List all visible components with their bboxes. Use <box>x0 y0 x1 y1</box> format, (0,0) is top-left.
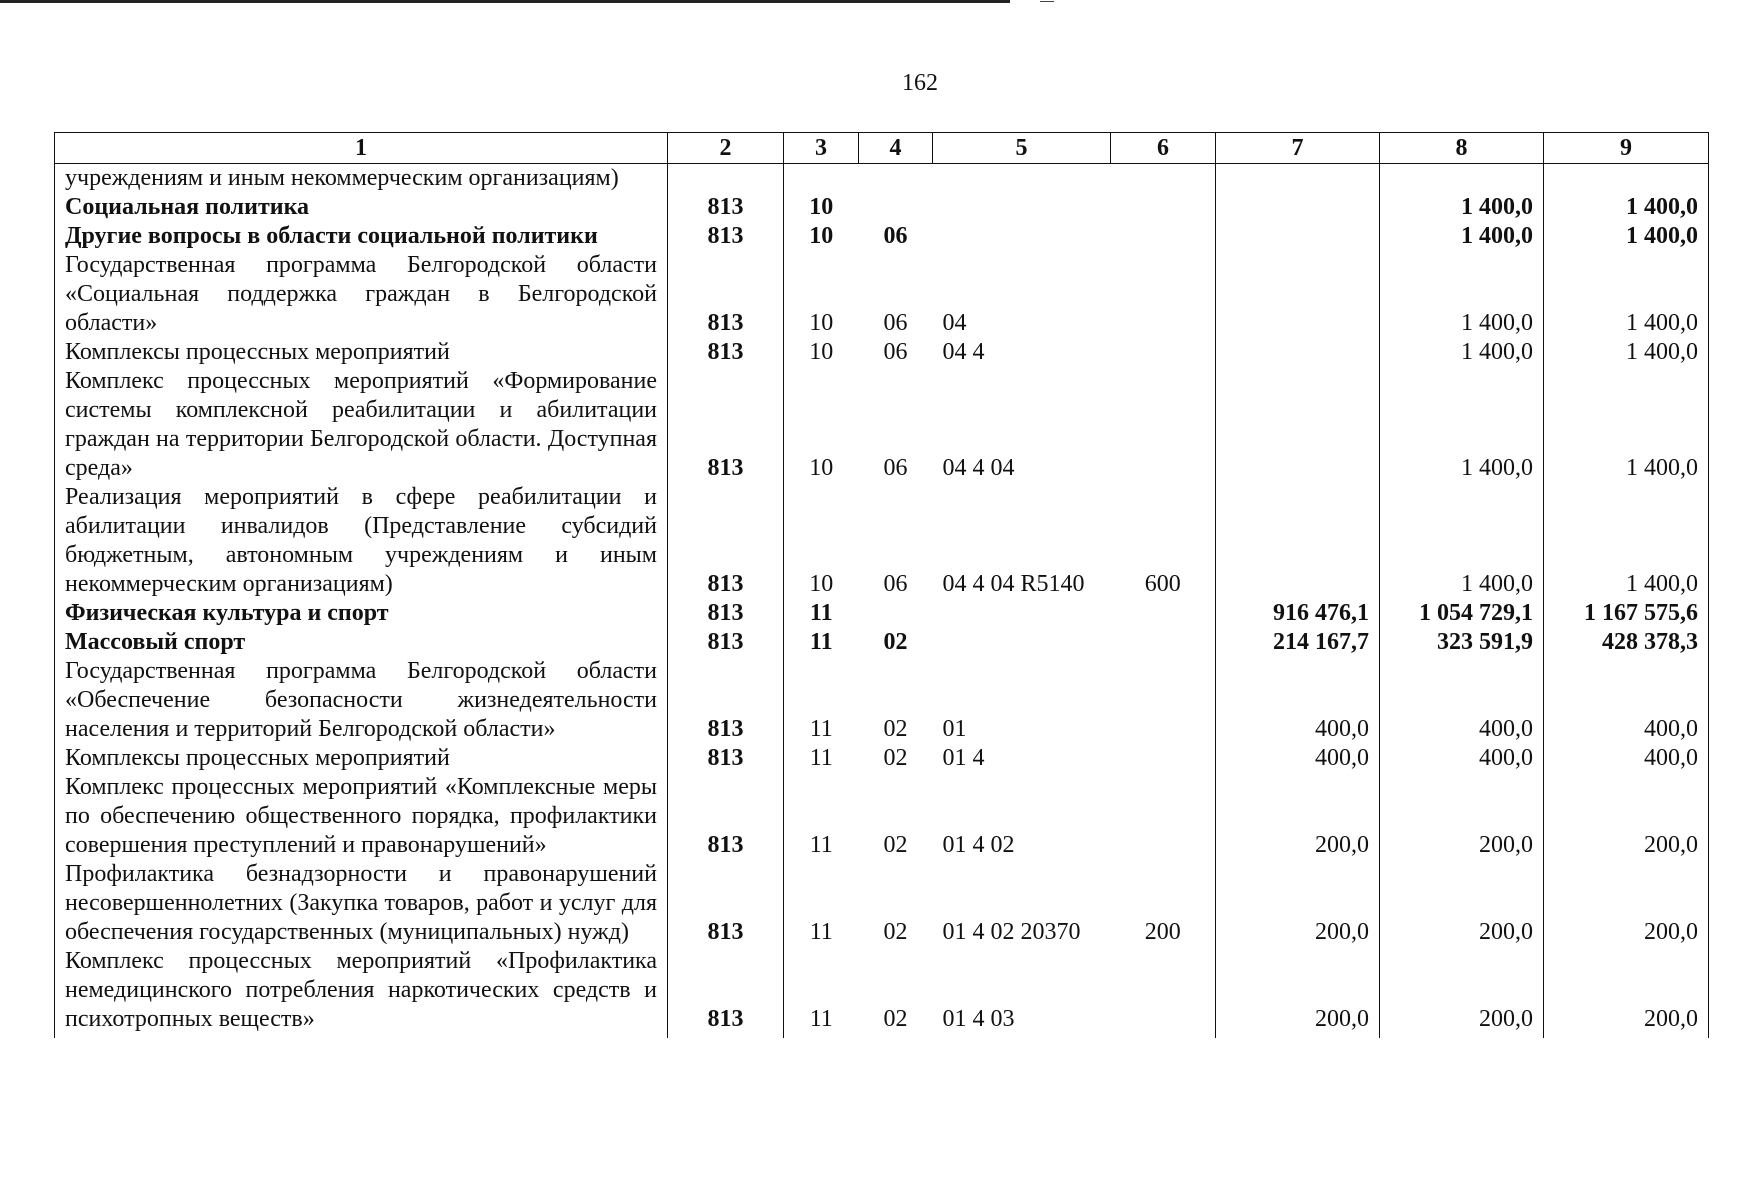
header-row <box>55 133 1709 164</box>
row-value-col7: 400,0 <box>1216 657 1380 744</box>
row-section <box>784 164 859 194</box>
top-edge-line <box>0 0 1010 3</box>
header-col-2: 2 <box>668 133 784 164</box>
row-code-ved <box>668 164 784 194</box>
row-value-col8: 400,0 <box>1380 744 1544 773</box>
row-value-col7 <box>1216 164 1380 194</box>
row-code-ved: 813 <box>668 251 784 338</box>
row-value-col9: 200,0 <box>1544 860 1709 947</box>
row-value-col9: 1 400,0 <box>1544 338 1709 367</box>
row-expense-type <box>1111 367 1216 483</box>
row-section: 11 <box>784 773 859 860</box>
row-value-col8: 1 400,0 <box>1380 483 1544 599</box>
row-code-ved: 813 <box>668 744 784 773</box>
row-name: Реализация мероприятий в сфере реабилитации и абилитации инвалидов (Представление субсидий бюджетным, автономным учреждениям и иным некоммерческим организациям) <box>55 483 668 599</box>
row-value-col9: 1 400,0 <box>1544 251 1709 338</box>
row-expense-type: 600 <box>1111 483 1216 599</box>
row-expense-type <box>1111 599 1216 628</box>
row-expense-type: 200 <box>1111 860 1216 947</box>
row-expense-type <box>1111 164 1216 194</box>
row-subsection: 06 <box>883 571 908 597</box>
row-value-col9: 1 400,0 <box>1544 193 1709 222</box>
row-code-ved: 813 <box>668 483 784 599</box>
row-value-col9: 400,0 <box>1544 744 1709 773</box>
table-row <box>55 483 1709 599</box>
row-expense-type <box>1111 947 1216 1038</box>
header-col-9: 9 <box>1544 133 1709 164</box>
row-value-col7 <box>1216 222 1380 251</box>
row-section: 10 <box>784 222 859 251</box>
top-edge-dash <box>1040 1 1054 2</box>
row-value-col9: 200,0 <box>1544 947 1709 1038</box>
row-target-article <box>933 599 1111 628</box>
row-value-col7: 214 167,7 <box>1216 628 1380 657</box>
row-code-ved: 813 <box>668 860 784 947</box>
row-section: 10 <box>784 251 859 338</box>
row-value-col9: 400,0 <box>1544 657 1709 744</box>
row-value-col7: 400,0 <box>1216 744 1380 773</box>
row-subsection: 02 <box>883 745 908 771</box>
row-code-ved: 813 <box>668 599 784 628</box>
header-col-6: 6 <box>1111 133 1216 164</box>
row-code-ved: 813 <box>668 367 784 483</box>
row-target-article <box>933 628 1111 657</box>
table-row <box>55 599 1709 628</box>
row-value-col7 <box>1216 483 1380 599</box>
row-name: Комплексы процессных мероприятий <box>55 338 668 367</box>
row-name: учреждениям и иным некоммерческим организациям) <box>55 164 668 194</box>
table-row <box>55 193 1709 222</box>
row-subsection: 02 <box>883 716 908 742</box>
row-target-article: 01 4 02 20370 <box>942 919 1081 945</box>
row-name: Физическая культура и спорт <box>55 599 668 628</box>
row-value-col9: 1 400,0 <box>1544 483 1709 599</box>
row-value-col8: 1 054 729,1 <box>1380 599 1544 628</box>
row-value-col8: 1 400,0 <box>1380 251 1544 338</box>
row-section: 10 <box>784 483 859 599</box>
table-row <box>55 744 1709 773</box>
table-row <box>55 773 1709 860</box>
row-value-col8: 323 591,9 <box>1380 628 1544 657</box>
header-col-7: 7 <box>1216 133 1380 164</box>
row-name: Государственная программа Белгородской области «Социальная поддержка граждан в Белгородской области» <box>55 251 668 338</box>
row-subsection: 06 <box>883 455 908 481</box>
table-row <box>55 222 1709 251</box>
table-row <box>55 251 1709 338</box>
row-value-col8: 1 400,0 <box>1380 338 1544 367</box>
row-expense-type <box>1111 222 1216 251</box>
row-value-col8 <box>1380 164 1544 194</box>
row-name: Профилактика безнадзорности и правонарушений несовершеннолетних (Закупка товаров, работ и услуг для обеспечения государственных (муниципальных) нужд) <box>55 860 668 947</box>
row-code-ved: 813 <box>668 947 784 1038</box>
row-name: Социальная политика <box>55 193 668 222</box>
row-code-ved: 813 <box>668 222 784 251</box>
header-col-1: 1 <box>55 133 668 164</box>
row-name: Другие вопросы в области социальной политики <box>55 222 668 251</box>
row-subsection <box>859 599 933 628</box>
row-value-col7 <box>1216 193 1380 222</box>
header-col-5: 5 <box>933 133 1111 164</box>
row-target-article: 01 <box>942 716 967 742</box>
row-target-article: 04 <box>942 310 967 336</box>
row-expense-type <box>1111 773 1216 860</box>
row-target-article: 04 4 04 R5140 <box>942 571 1085 597</box>
table-row <box>55 657 1709 744</box>
row-section: 11 <box>784 860 859 947</box>
row-name: Государственная программа Белгородской области «Обеспечение безопасности жизнедеятельности населения и территорий Белгородской области» <box>55 657 668 744</box>
row-value-col8: 200,0 <box>1380 860 1544 947</box>
budget-table <box>54 132 1709 1038</box>
row-code-ved: 813 <box>668 773 784 860</box>
row-value-col7 <box>1216 367 1380 483</box>
row-subsection: 02 <box>883 629 908 655</box>
row-subsection: 06 <box>883 223 908 249</box>
row-name: Комплекс процессных мероприятий «Комплексные меры по обеспечению общественного порядка, профилактики совершения преступлений и правонарушений» <box>55 773 668 860</box>
row-code-ved: 813 <box>668 628 784 657</box>
row-value-col9: 1 400,0 <box>1544 222 1709 251</box>
row-code-ved: 813 <box>668 193 784 222</box>
page-number: 162 <box>902 70 938 96</box>
row-section: 10 <box>784 193 859 222</box>
row-value-col9 <box>1544 164 1709 194</box>
row-value-col8: 200,0 <box>1380 773 1544 860</box>
row-value-col8: 1 400,0 <box>1380 193 1544 222</box>
table-row <box>55 164 1709 194</box>
row-code-ved: 813 <box>668 338 784 367</box>
row-value-col7: 200,0 <box>1216 860 1380 947</box>
row-subsection: 02 <box>883 1006 908 1032</box>
row-code-ved: 813 <box>668 657 784 744</box>
row-section: 11 <box>784 657 859 744</box>
row-value-col8: 400,0 <box>1380 657 1544 744</box>
row-section: 10 <box>784 338 859 367</box>
row-subsection: 02 <box>883 832 908 858</box>
row-value-col7 <box>1216 338 1380 367</box>
row-target-article <box>933 193 1111 222</box>
row-value-col9: 1 400,0 <box>1544 367 1709 483</box>
row-value-col7: 916 476,1 <box>1216 599 1380 628</box>
header-col-3: 3 <box>784 133 859 164</box>
row-section: 11 <box>784 947 859 1038</box>
row-value-col7: 200,0 <box>1216 773 1380 860</box>
row-section: 11 <box>784 744 859 773</box>
row-target-article: 04 4 04 <box>942 455 1015 481</box>
row-expense-type <box>1111 251 1216 338</box>
row-value-col9: 428 378,3 <box>1544 628 1709 657</box>
row-value-col7 <box>1216 251 1380 338</box>
row-target-article: 04 4 <box>942 339 985 365</box>
row-value-col8: 1 400,0 <box>1380 222 1544 251</box>
row-subsection: 02 <box>883 919 908 945</box>
table-row <box>55 338 1709 367</box>
row-expense-type <box>1111 744 1216 773</box>
table-row <box>55 367 1709 483</box>
table-row <box>55 628 1709 657</box>
row-name: Комплексы процессных мероприятий <box>55 744 668 773</box>
row-value-col9: 1 167 575,6 <box>1544 599 1709 628</box>
row-target-article <box>933 222 1111 251</box>
row-value-col8: 1 400,0 <box>1380 367 1544 483</box>
row-expense-type <box>1111 657 1216 744</box>
row-value-col7: 200,0 <box>1216 947 1380 1038</box>
row-section: 10 <box>784 367 859 483</box>
row-value-col9: 200,0 <box>1544 773 1709 860</box>
row-target-article <box>933 164 1111 194</box>
row-value-col8: 200,0 <box>1380 947 1544 1038</box>
table-row <box>55 860 1709 947</box>
row-subsection <box>859 164 933 194</box>
row-target-article: 01 4 <box>942 745 985 771</box>
header-col-4: 4 <box>859 133 933 164</box>
row-target-article: 01 4 03 <box>942 1006 1015 1032</box>
row-expense-type <box>1111 338 1216 367</box>
row-subsection: 06 <box>883 339 908 365</box>
table-row <box>55 947 1709 1038</box>
row-subsection: 06 <box>883 310 908 336</box>
row-name: Комплекс процессных мероприятий «Профилактика немедицинского потребления наркотических средств и психотропных веществ» <box>55 947 668 1038</box>
header-col-8: 8 <box>1380 133 1544 164</box>
table-body <box>55 164 1709 1039</box>
row-name: Комплекс процессных мероприятий «Формирование системы комплексной реабилитации и абилитации граждан на территории Белгородской области. Доступная среда» <box>55 367 668 483</box>
row-subsection <box>859 193 933 222</box>
row-section: 11 <box>784 628 859 657</box>
row-section: 11 <box>784 599 859 628</box>
row-expense-type <box>1111 193 1216 222</box>
row-name: Массовый спорт <box>55 628 668 657</box>
row-target-article: 01 4 02 <box>942 832 1015 858</box>
row-expense-type <box>1111 628 1216 657</box>
